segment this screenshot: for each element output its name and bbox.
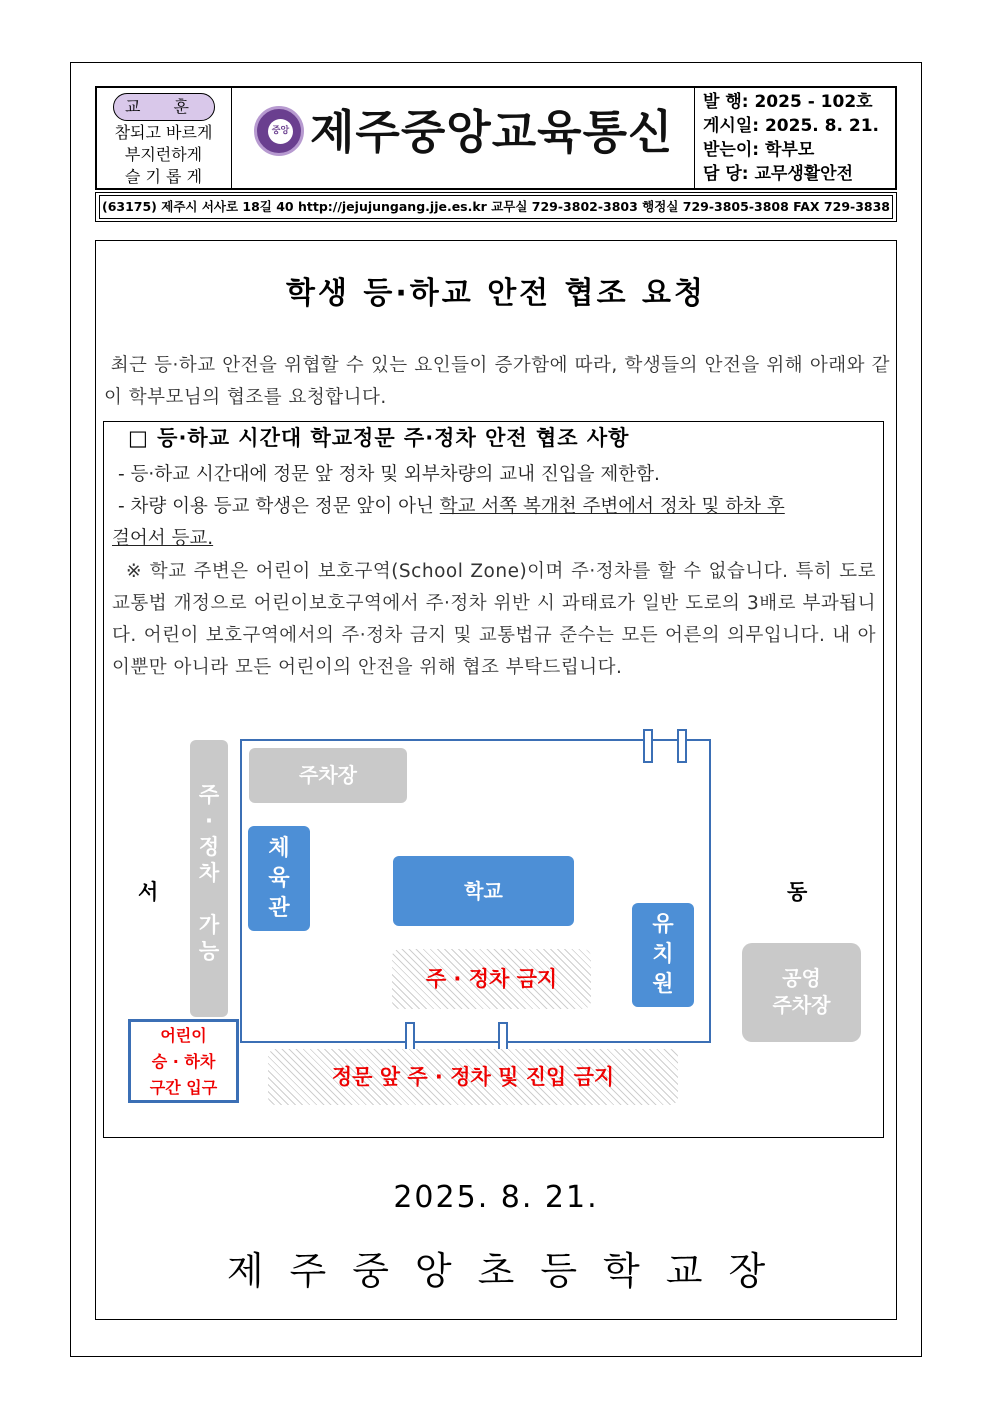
west-road-label-1: 주 — [198, 783, 220, 807]
department: 담 당: 교무생활안전 — [703, 164, 854, 184]
document-date: 2025. 8. 21. — [393, 1180, 599, 1215]
bullet-dropoff-text: - 차량 이용 등교 학생은 정문 앞이 아닌 — [118, 496, 440, 517]
public-parking-label-2: 주차장 — [772, 993, 831, 1017]
west-road-label-4: 차 — [198, 861, 220, 885]
public-parking — [742, 943, 861, 1042]
dropoff-zone-entrance — [128, 1019, 239, 1103]
gymnasium — [248, 826, 310, 931]
bullet-entry-restriction: - 등·하교 시간대에 정문 앞 정차 및 외부차량의 교내 진입을 제한함. — [118, 464, 660, 485]
gate-north-1 — [643, 729, 653, 763]
bullet-dropoff-underlined: 학교 서쪽 복개천 주변에서 정차 및 하차 후 — [439, 496, 785, 517]
recipient: 받는이: 학부모 — [703, 140, 815, 160]
gym-label-2: 육 — [268, 866, 290, 891]
gym-label-3: 관 — [268, 896, 290, 921]
public-parking-label-1: 공영 — [782, 966, 821, 990]
intro-text: 최근 등·하교 안전을 위협할 수 있는 요인들이 증가함에 따라, 학생들의 안전을 위해 아래와 같이 학부모님의 협조를 요청합니다. — [104, 355, 890, 408]
west-road-label-6: 가 — [198, 913, 220, 937]
kindergarten-label-1: 유 — [652, 912, 674, 937]
notice-text: ※ 학교 주변은 어린이 보호구역(School Zone)이며 주·정차를 할 수 없습니다. 특히 도로교통법 개정으로 어린이보호구역에서 주·정차 위반 시 과태료가 일반 도로의 3배로 부과됩니다. 어린이 보호구역에서의 주·정차 금지 및 교통법규 준수는 모든 어른의 의무입니다. 내 아이뿐만 아니라 모든 어린이의 안전을 위해 협조 부탁드립니다. — [112, 561, 876, 678]
kindergarten-label-3: 원 — [652, 972, 674, 997]
dropoff-label-3: 구간 입구 — [149, 1078, 218, 1097]
parking-lot: 주차장 — [249, 748, 407, 803]
west-road-label-7: 능 — [198, 939, 220, 963]
newsletter-title: 제주중앙교육통신 — [310, 105, 674, 159]
front-gate-no-stopping: 정문 앞 주 · 정차 및 진입 금지 — [268, 1049, 678, 1105]
motto-line-2: 부지런하게 — [124, 145, 203, 164]
gate-north-2 — [677, 729, 687, 763]
school-logo-text: 중앙 — [268, 119, 293, 144]
bullet-dropoff-continued: 걸어서 등교. — [112, 528, 214, 549]
principal-signature: 제주중앙초등학교장 — [226, 1249, 792, 1293]
no-stopping-zone-inner: 주 · 정차 금지 — [392, 949, 591, 1009]
west-road-parking-allowed — [190, 740, 228, 1017]
dropoff-label-2: 승 · 하차 — [151, 1052, 216, 1071]
motto-line-3: 슬 기 롭 게 — [124, 167, 203, 186]
gym-label-1: 체 — [268, 836, 290, 861]
west-road-spacer — [190, 886, 228, 912]
kindergarten-label-2: 치 — [652, 942, 674, 967]
east-label: 동 — [787, 880, 808, 904]
section-heading: □ 등·하교 시간대 학교정문 주·정차 안전 협조 사항 — [128, 426, 630, 450]
dropoff-label-1: 어린이 — [160, 1026, 207, 1045]
school-building: 학교 — [393, 856, 574, 926]
west-road-label-2: · — [205, 809, 213, 833]
west-label: 서 — [138, 880, 159, 904]
issue-number: 발 행: 2025 - 102호 — [703, 92, 873, 112]
motto-title: 교 훈 — [113, 93, 215, 121]
document-title: 학생 등·하교 안전 협조 요청 — [286, 276, 706, 311]
kindergarten — [632, 903, 694, 1007]
address-text: (63175) 제주시 서사로 18길 40 http://jejujungang.jje.es.kr 교무실 729-3802-3803 행정실 729-3805-3808 FAX 729-3838 — [101, 199, 890, 214]
west-road-label-3: 정 — [198, 835, 220, 859]
motto-line-1: 참되고 바르게 — [114, 123, 213, 142]
post-date: 게시일: 2025. 8. 21. — [703, 116, 879, 136]
